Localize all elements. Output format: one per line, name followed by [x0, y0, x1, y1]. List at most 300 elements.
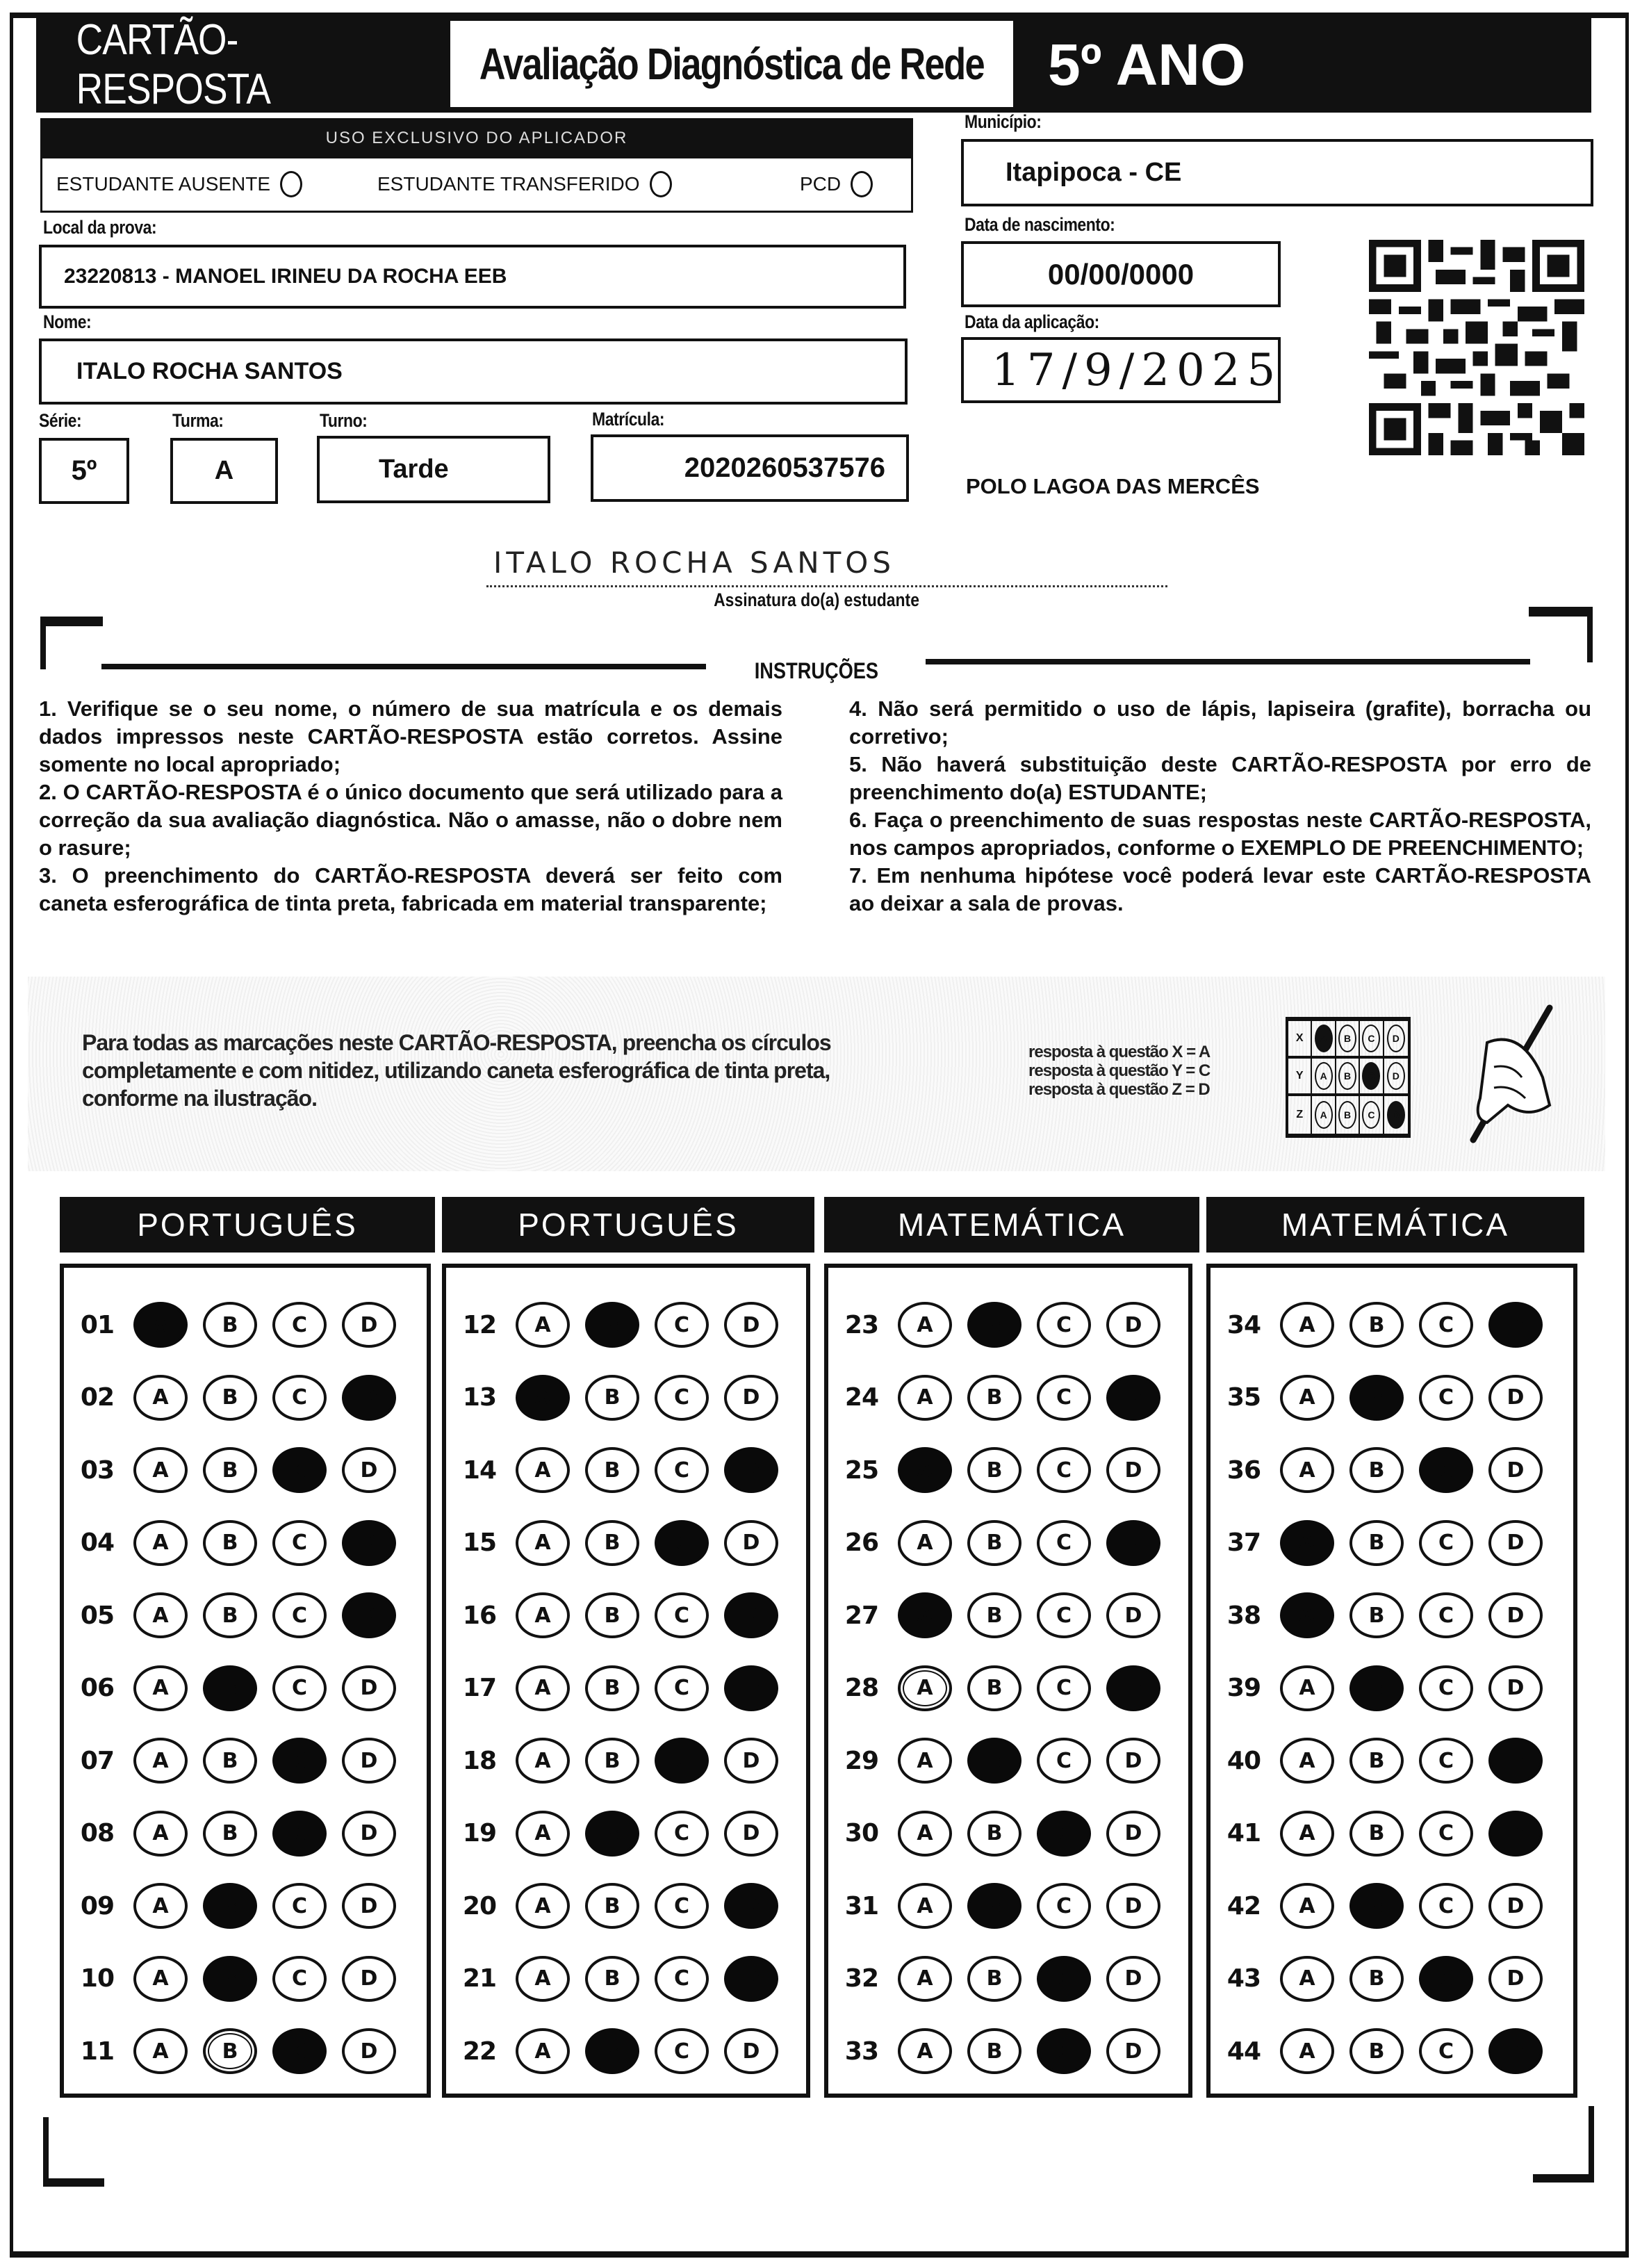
question-number: 31	[844, 1891, 878, 1920]
hand-with-pen-icon	[1445, 1001, 1557, 1154]
answer-bubble-a[interactable]: A	[516, 1956, 570, 2002]
answer-bubble-b[interactable]: B	[967, 1375, 1021, 1421]
question-row	[828, 1652, 1188, 1724]
answer-bubble-c[interactable]: C	[272, 1811, 327, 1857]
question-number: 16	[462, 1601, 496, 1630]
answer-bubble-b[interactable]: B	[1349, 1883, 1404, 1929]
corner-mark-tr-h	[1529, 607, 1591, 617]
answer-bubble-b[interactable]: B	[203, 1520, 257, 1566]
answer-bubble-a[interactable]: A	[516, 1375, 570, 1421]
answer-bubble-d[interactable]: D	[1488, 1883, 1543, 1929]
absent-radio[interactable]	[280, 171, 302, 197]
answer-bubble-a[interactable]: A	[133, 2028, 188, 2074]
answer-bubble-b[interactable]: B	[1349, 1302, 1404, 1348]
question-row	[828, 1579, 1188, 1651]
answer-bubble-b[interactable]: B	[203, 1738, 257, 1784]
instruction-item: 3. O preenchimento do CARTÃO-RESPOSTA deverá ser feito com caneta esferográfica de tinta preta, fabricada em material transparente;	[39, 863, 782, 915]
answer-bubble-c[interactable]: C	[1037, 1592, 1091, 1638]
example-row-z	[1288, 1096, 1408, 1134]
matricula-label: Matrícula:	[592, 409, 665, 430]
answer-bubble-c[interactable]: C	[1419, 1665, 1473, 1711]
question-number: 07	[80, 1746, 114, 1775]
question-row	[446, 1652, 806, 1724]
answer-bubble-d[interactable]: D	[1106, 1738, 1160, 1784]
answer-bubble-a[interactable]: A	[1280, 1302, 1334, 1348]
answer-box-3	[824, 1264, 1192, 2098]
answer-bubble-c[interactable]: C	[1419, 1883, 1473, 1929]
answer-bubble-a[interactable]: A	[133, 1811, 188, 1857]
question-number: 15	[462, 1528, 496, 1557]
answer-bubble-a[interactable]: A	[516, 1665, 570, 1711]
answer-bubble-d[interactable]: D	[724, 2028, 778, 2074]
answer-bubble-b[interactable]: B	[203, 1302, 257, 1348]
answer-bubble-b[interactable]: B	[203, 1883, 257, 1929]
answer-bubble-b[interactable]: B	[585, 1302, 639, 1348]
answer-bubble-c[interactable]: C	[272, 1592, 327, 1638]
answer-bubble-b[interactable]: B	[203, 1592, 257, 1638]
question-number: 29	[844, 1746, 878, 1775]
municipio-label: Município:	[965, 111, 1042, 132]
question-row	[446, 1507, 806, 1579]
question-row	[828, 1289, 1188, 1361]
answer-bubble-b[interactable]: B	[203, 1665, 257, 1711]
answer-bubble-d[interactable]: D	[1488, 1738, 1543, 1784]
nascimento-field: 00/00/0000	[961, 241, 1281, 307]
answer-bubble-c[interactable]: C	[272, 1302, 327, 1348]
answer-bubble-a[interactable]: A	[1280, 1592, 1334, 1638]
question-row	[64, 1652, 427, 1724]
answer-bubble-a[interactable]: A	[898, 1447, 952, 1493]
answer-bubble-d[interactable]: D	[724, 1592, 778, 1638]
option-absent[interactable]	[56, 171, 302, 197]
answer-bubble-d[interactable]: D	[1488, 1520, 1543, 1566]
answer-bubble-d[interactable]: D	[342, 1375, 396, 1421]
answer-bubble-d[interactable]: D	[1106, 1811, 1160, 1857]
question-row	[1211, 1362, 1573, 1434]
answer-bubble-d[interactable]: D	[1488, 1811, 1543, 1857]
answer-bubble-a[interactable]: A	[898, 1302, 952, 1348]
answer-bubble-a[interactable]: A	[1280, 1447, 1334, 1493]
answer-bubble-d[interactable]: D	[342, 1738, 396, 1784]
answer-bubble-d[interactable]: D	[342, 2028, 396, 2074]
option-label: ESTUDANTE AUSENTE	[56, 173, 271, 195]
answer-bubble-d[interactable]: D	[724, 1302, 778, 1348]
answer-bubble-b[interactable]: B	[203, 1956, 257, 2002]
question-row	[446, 1434, 806, 1506]
answer-bubble-d[interactable]: D	[1106, 1956, 1160, 2002]
answer-bubble-c[interactable]: C	[272, 1375, 327, 1421]
answer-bubble-d[interactable]: D	[724, 1447, 778, 1493]
answer-bubble-d[interactable]: D	[1488, 1956, 1543, 2002]
question-number: 28	[844, 1674, 878, 1702]
answer-bubble-b[interactable]: B	[585, 1665, 639, 1711]
answer-bubble-a[interactable]: A	[516, 1520, 570, 1566]
answer-bubble-a[interactable]: A	[516, 1811, 570, 1857]
polo-label: POLO LAGOA DAS MERCÊS	[966, 474, 1260, 498]
answer-bubble-d[interactable]: D	[1488, 1302, 1543, 1348]
answer-bubble-a[interactable]: A	[898, 1375, 952, 1421]
answer-bubble-c[interactable]: C	[655, 1811, 709, 1857]
answer-bubble-d[interactable]: D	[1106, 1302, 1160, 1348]
question-number: 20	[462, 1891, 496, 1920]
question-number: 38	[1226, 1601, 1261, 1630]
answer-bubble-b[interactable]: B	[585, 1375, 639, 1421]
answer-bubble-c[interactable]: C	[1037, 2028, 1091, 2074]
answer-bubble-c[interactable]: C	[655, 1447, 709, 1493]
answer-bubble-c[interactable]: C	[272, 1883, 327, 1929]
corner-mark-bl	[43, 2117, 49, 2187]
answer-bubble-c[interactable]: C	[1037, 1447, 1091, 1493]
answer-bubble-b[interactable]: B	[585, 1738, 639, 1784]
answer-bubble-a[interactable]: A	[133, 1302, 188, 1348]
answer-bubble-a[interactable]: A	[133, 1883, 188, 1929]
nome-label: Nome:	[43, 311, 92, 332]
answer-bubble-c[interactable]: C	[655, 1520, 709, 1566]
example-bubble-filled: A	[1315, 1025, 1333, 1052]
aplicacao-label: Data da aplicação:	[965, 311, 1099, 332]
answer-bubble-a[interactable]: A	[1280, 1665, 1334, 1711]
corner-mark-br-h	[1533, 2174, 1594, 2183]
question-number: 41	[1226, 1819, 1261, 1847]
question-row	[64, 1362, 427, 1434]
question-number: 06	[80, 1674, 114, 1702]
answer-bubble-a[interactable]: A	[516, 1883, 570, 1929]
example-bubble: D	[1387, 1025, 1405, 1052]
answer-bubble-c[interactable]: C	[272, 2028, 327, 2074]
question-row	[446, 1943, 806, 2015]
answer-bubble-c[interactable]: C	[655, 2028, 709, 2074]
answer-bubble-b[interactable]: B	[967, 1738, 1021, 1784]
answer-bubble-a[interactable]: A	[516, 1738, 570, 1784]
answer-bubble-d[interactable]: D	[342, 1302, 396, 1348]
answer-bubble-c[interactable]: C	[1419, 1520, 1473, 1566]
answer-bubble-a[interactable]: A	[898, 1520, 952, 1566]
answer-bubble-b[interactable]: B	[585, 2028, 639, 2074]
qr-code-icon	[1369, 240, 1584, 455]
answer-bubble-a[interactable]: A	[898, 2028, 952, 2074]
question-number: 43	[1226, 1964, 1261, 1993]
answer-bubble-b[interactable]: B	[585, 1956, 639, 2002]
answer-bubble-c[interactable]: C	[655, 1956, 709, 2002]
question-row	[828, 1870, 1188, 1942]
example-bubble-filled: D	[1387, 1101, 1405, 1129]
answer-bubble-c[interactable]: C	[1037, 1738, 1091, 1784]
question-number: 39	[1226, 1674, 1261, 1702]
answer-bubble-c[interactable]: C	[1419, 1738, 1473, 1784]
answer-bubble-c[interactable]: C	[1037, 1302, 1091, 1348]
question-row	[828, 1362, 1188, 1434]
answer-bubble-d[interactable]: D	[1488, 1375, 1543, 1421]
instruction-item: 2. O CARTÃO-RESPOSTA é o único documento que será utilizado para a correção da sua avaliação diagnóstica. Não o amasse, não o dobre nem o rasure;	[39, 780, 782, 860]
answer-bubble-d[interactable]: D	[724, 1956, 778, 2002]
answer-bubble-b[interactable]: B	[1349, 1738, 1404, 1784]
answer-bubble-b[interactable]: B	[203, 1447, 257, 1493]
option-label: PCD	[800, 173, 842, 195]
answer-bubble-d[interactable]: D	[1106, 1375, 1160, 1421]
question-number: 23	[844, 1310, 878, 1339]
answer-bubble-b[interactable]: B	[1349, 1592, 1404, 1638]
instruction-item: 7. Em nenhuma hipótese você poderá levar este CARTÃO-RESPOSTA ao deixar a sala de provas.	[849, 863, 1591, 915]
answer-bubble-c[interactable]: C	[655, 1883, 709, 1929]
answer-bubble-a[interactable]: A	[898, 1811, 952, 1857]
answer-bubble-d[interactable]: D	[1106, 1883, 1160, 1929]
example-bubble: A	[1315, 1062, 1333, 1090]
answer-bubble-b[interactable]: B	[203, 1811, 257, 1857]
question-row	[1211, 1507, 1573, 1579]
answer-bubble-b[interactable]: B	[967, 1447, 1021, 1493]
answer-bubble-c[interactable]: C	[655, 1302, 709, 1348]
question-number: 13	[462, 1383, 496, 1412]
answer-bubble-c[interactable]: C	[1419, 1447, 1473, 1493]
answer-bubble-b[interactable]: B	[585, 1883, 639, 1929]
answer-bubble-a[interactable]: A	[133, 1738, 188, 1784]
answer-bubble-b[interactable]: B	[1349, 1520, 1404, 1566]
instruction-item: 1. Verifique se o seu nome, o número de sua matrícula e os demais dados impressos neste CARTÃO-RESPOSTA estão corretos. Assine somente no local apropriado;	[39, 696, 782, 776]
answer-bubble-c[interactable]: C	[1037, 1956, 1091, 2002]
answer-bubble-d[interactable]: D	[342, 1665, 396, 1711]
answer-bubble-a[interactable]: A	[898, 1665, 952, 1711]
row-label: Z	[1288, 1096, 1312, 1134]
question-row	[1211, 2015, 1573, 2087]
answer-bubble-a[interactable]: A	[516, 1447, 570, 1493]
question-row	[64, 1870, 427, 1942]
question-row	[1211, 1579, 1573, 1651]
answer-bubble-c[interactable]: C	[272, 1956, 327, 2002]
municipio-field: Itapipoca - CE	[961, 139, 1593, 206]
answer-bubble-b[interactable]: B	[1349, 1375, 1404, 1421]
answer-bubble-b[interactable]: B	[1349, 1447, 1404, 1493]
answer-bubble-b[interactable]: B	[967, 1592, 1021, 1638]
answer-bubble-b[interactable]: B	[585, 1811, 639, 1857]
answer-bubble-a[interactable]: A	[1280, 2028, 1334, 2074]
question-number: 40	[1226, 1746, 1261, 1775]
example-bubble: B	[1338, 1025, 1356, 1052]
answer-bubble-a[interactable]: A	[898, 1592, 952, 1638]
answer-bubble-d[interactable]: D	[724, 1883, 778, 1929]
answer-bubble-c[interactable]: C	[272, 1447, 327, 1493]
option-pcd[interactable]	[800, 171, 873, 197]
answer-bubble-d[interactable]: D	[342, 1592, 396, 1638]
corner-mark-bl-h	[43, 2178, 104, 2187]
subject-header-1: PORTUGUÊS	[60, 1197, 435, 1253]
answer-bubble-c[interactable]: C	[272, 1738, 327, 1784]
answer-bubble-d[interactable]: D	[724, 1738, 778, 1784]
subject-header-4: MATEMÁTICA	[1206, 1197, 1584, 1253]
answer-bubble-b[interactable]: B	[967, 1883, 1021, 1929]
answer-bubble-d[interactable]: D	[342, 1447, 396, 1493]
turma-label: Turma:	[172, 410, 224, 431]
answer-bubble-d[interactable]: D	[342, 1520, 396, 1566]
answer-bubble-a[interactable]: A	[1280, 1956, 1334, 2002]
nome-field: ITALO ROCHA SANTOS	[39, 338, 908, 405]
answer-bubble-c[interactable]: C	[1419, 1956, 1473, 2002]
answer-bubble-b[interactable]: B	[1349, 1811, 1404, 1857]
answer-bubble-d[interactable]: D	[1106, 1592, 1160, 1638]
answer-bubble-c[interactable]: C	[655, 1665, 709, 1711]
answer-bubble-a[interactable]: A	[133, 1447, 188, 1493]
signature-line[interactable]: ITALO ROCHA SANTOS	[486, 546, 1167, 587]
question-row	[828, 1507, 1188, 1579]
pcd-radio[interactable]	[851, 171, 873, 197]
local-field: 23220813 - MANOEL IRINEU DA ROCHA EEB	[39, 245, 906, 309]
answer-bubble-d[interactable]: D	[1106, 1447, 1160, 1493]
card-label: CARTÃO-RESPOSTA	[76, 16, 271, 113]
answer-bubble-a[interactable]: A	[516, 1592, 570, 1638]
answer-bubble-a[interactable]: A	[133, 1520, 188, 1566]
answer-bubble-c[interactable]: C	[1037, 1883, 1091, 1929]
answer-bubble-a[interactable]: A	[1280, 1883, 1334, 1929]
serie-field: 5º	[39, 438, 129, 504]
answer-bubble-d[interactable]: D	[724, 1811, 778, 1857]
answer-bubble-b[interactable]: B	[203, 2028, 257, 2074]
question-number: 01	[80, 1310, 114, 1339]
corner-mark-br	[1589, 2106, 1594, 2183]
grade-title: 5º ANO	[1048, 31, 1246, 97]
example-text: Para todas as marcações neste CARTÃO-RESPOSTA, preencha os círculos completamente e com nitidez, utilizando caneta esferográfica de tinta preta, conforme na ilustração.	[82, 1030, 831, 1111]
answer-bubble-d[interactable]: D	[724, 1520, 778, 1566]
answer-bubble-d[interactable]: D	[342, 1811, 396, 1857]
answer-bubble-d[interactable]: D	[1488, 2028, 1543, 2074]
answer-bubble-b[interactable]: B	[585, 1592, 639, 1638]
applicator-options	[40, 158, 913, 213]
answer-box-4	[1206, 1264, 1577, 2098]
answer-bubble-c[interactable]: C	[1419, 2028, 1473, 2074]
answer-bubble-b[interactable]: B	[1349, 2028, 1404, 2074]
question-number: 30	[844, 1819, 878, 1847]
question-number: 44	[1226, 2037, 1261, 2066]
question-row	[64, 1724, 427, 1797]
question-number: 34	[1226, 1310, 1261, 1339]
question-row	[64, 1289, 427, 1361]
answer-bubble-a[interactable]: A	[133, 1956, 188, 2002]
instructions-title: INSTRUÇÕES	[0, 658, 1633, 684]
example-row-y	[1288, 1059, 1408, 1096]
question-number: 03	[80, 1455, 114, 1485]
answer-bubble-a[interactable]: A	[516, 1302, 570, 1348]
turno-field: Tarde	[317, 436, 550, 503]
question-row	[64, 1797, 427, 1870]
answer-bubble-d[interactable]: D	[724, 1665, 778, 1711]
question-number: 12	[462, 1310, 496, 1339]
answer-bubble-b[interactable]: B	[967, 2028, 1021, 2074]
answer-bubble-d[interactable]: D	[1488, 1592, 1543, 1638]
answer-bubble-b[interactable]: B	[1349, 1956, 1404, 2002]
answer-bubble-a[interactable]: A	[133, 1375, 188, 1421]
example-grid	[1286, 1017, 1411, 1138]
answer-bubble-c[interactable]: C	[272, 1520, 327, 1566]
question-row	[1211, 1652, 1573, 1724]
answer-bubble-c[interactable]: C	[655, 1738, 709, 1784]
answer-bubble-d[interactable]: D	[1106, 2028, 1160, 2074]
matricula-field: 2020260537576	[591, 434, 909, 502]
answer-bubble-c[interactable]: C	[1037, 1520, 1091, 1566]
question-number: 37	[1226, 1528, 1261, 1557]
option-transferred[interactable]	[377, 171, 672, 197]
subject-header-3: MATEMÁTICA	[824, 1197, 1199, 1253]
question-number: 09	[80, 1891, 114, 1920]
answer-bubble-a[interactable]: A	[1280, 1520, 1334, 1566]
answer-bubble-b[interactable]: B	[967, 1956, 1021, 2002]
signature-label: Assinatura do(a) estudante	[714, 589, 919, 610]
aplicacao-field[interactable]: 17/9/2025	[961, 337, 1281, 403]
example-bubble: C	[1362, 1025, 1380, 1052]
answer-box-2	[442, 1264, 810, 2098]
legend-line: resposta à questão X = A	[1028, 1043, 1211, 1061]
example-bubble-filled: C	[1362, 1062, 1380, 1090]
answer-bubble-c[interactable]: C	[272, 1665, 327, 1711]
answer-bubble-b[interactable]: B	[585, 1520, 639, 1566]
question-number: 27	[844, 1601, 878, 1630]
instruction-item: 4. Não será permitido o uso de lápis, lapiseira (grafite), borracha ou corretivo;	[849, 696, 1591, 749]
answer-bubble-b[interactable]: B	[203, 1375, 257, 1421]
answer-bubble-b[interactable]: B	[585, 1447, 639, 1493]
question-row	[828, 1434, 1188, 1506]
answer-bubble-a[interactable]: A	[898, 1883, 952, 1929]
answer-box-1	[60, 1264, 431, 2098]
corner-mark-tl-h	[40, 617, 103, 626]
answer-bubble-d[interactable]: D	[1106, 1665, 1160, 1711]
answer-bubble-c[interactable]: C	[1419, 1592, 1473, 1638]
answer-bubble-a[interactable]: A	[1280, 1738, 1334, 1784]
question-row	[446, 1579, 806, 1651]
transferred-radio[interactable]	[650, 171, 672, 197]
question-row	[64, 2015, 427, 2087]
answer-bubble-a[interactable]: A	[898, 1738, 952, 1784]
question-number: 21	[462, 1964, 496, 1993]
answer-bubble-c[interactable]: C	[1419, 1375, 1473, 1421]
answer-bubble-c[interactable]: C	[1419, 1811, 1473, 1857]
answer-bubble-c[interactable]: C	[1037, 1375, 1091, 1421]
example-bubble: A	[1315, 1101, 1333, 1129]
question-row	[1211, 1943, 1573, 2015]
answer-bubble-b[interactable]: B	[967, 1811, 1021, 1857]
instruction-item: 6. Faça o preenchimento de suas respostas neste CARTÃO-RESPOSTA, nos campos apropriados, conforme o EXEMPLO DE PREENCHIMENTO;	[849, 808, 1591, 860]
answer-bubble-d[interactable]: D	[724, 1375, 778, 1421]
answer-bubble-a[interactable]: A	[1280, 1375, 1334, 1421]
answer-bubble-d[interactable]: D	[1106, 1520, 1160, 1566]
question-number: 22	[462, 2037, 496, 2066]
answer-bubble-b[interactable]: B	[1349, 1665, 1404, 1711]
answer-bubble-d[interactable]: D	[342, 1883, 396, 1929]
answer-bubble-c[interactable]: C	[1037, 1811, 1091, 1857]
question-number: 26	[844, 1528, 878, 1557]
instructions-right	[849, 695, 1591, 917]
answer-bubble-a[interactable]: A	[898, 1956, 952, 2002]
question-number: 19	[462, 1819, 496, 1847]
answer-bubble-a[interactable]: A	[516, 2028, 570, 2074]
question-number: 25	[844, 1455, 878, 1485]
question-row	[1211, 1870, 1573, 1942]
answer-bubble-b[interactable]: B	[967, 1302, 1021, 1348]
answer-bubble-a[interactable]: A	[133, 1592, 188, 1638]
answer-bubble-b[interactable]: B	[967, 1520, 1021, 1566]
question-number: 08	[80, 1819, 114, 1847]
question-row	[64, 1943, 427, 2015]
answer-bubble-d[interactable]: D	[1488, 1447, 1543, 1493]
question-row	[446, 1289, 806, 1361]
answer-bubble-a[interactable]: A	[133, 1665, 188, 1711]
answer-bubble-b[interactable]: B	[967, 1665, 1021, 1711]
question-number: 02	[80, 1383, 114, 1412]
answer-bubble-d[interactable]: D	[342, 1956, 396, 2002]
answer-bubble-d[interactable]: D	[1488, 1665, 1543, 1711]
answer-bubble-c[interactable]: C	[655, 1592, 709, 1638]
answer-bubble-c[interactable]: C	[1419, 1302, 1473, 1348]
answer-bubble-c[interactable]: C	[655, 1375, 709, 1421]
answer-bubble-c[interactable]: C	[1037, 1665, 1091, 1711]
answer-bubble-a[interactable]: A	[1280, 1811, 1334, 1857]
example-bubble: C	[1362, 1101, 1380, 1129]
